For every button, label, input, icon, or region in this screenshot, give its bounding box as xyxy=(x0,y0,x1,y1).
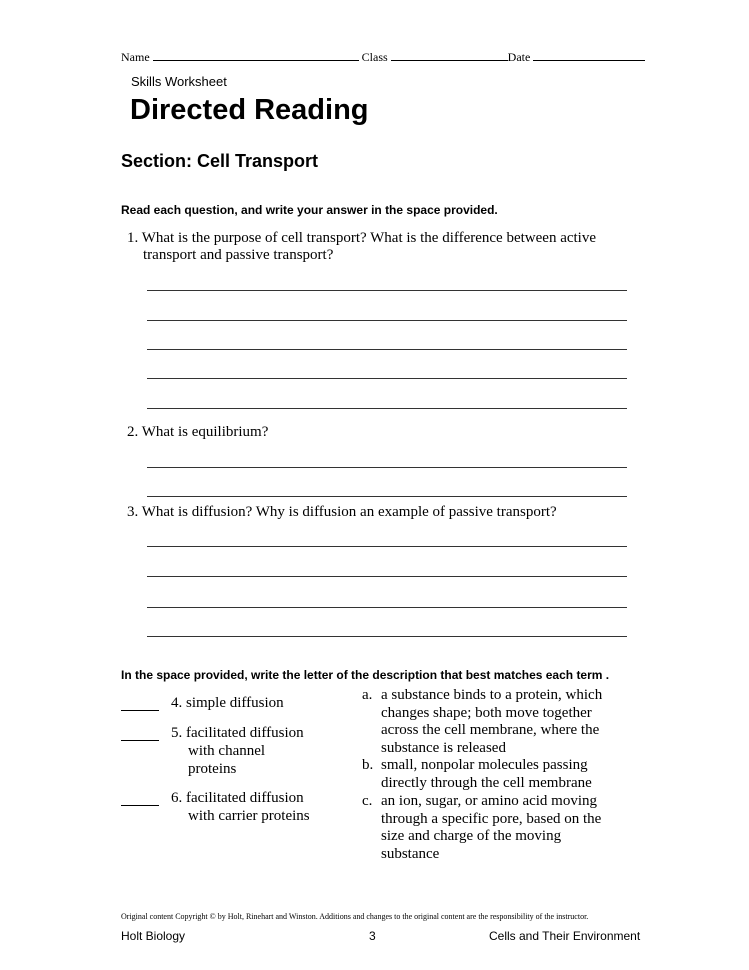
description-b: b. small, nonpolar molecules passing directly through the cell membrane xyxy=(362,757,592,791)
answer-line[interactable] xyxy=(147,349,627,350)
date-label: Date xyxy=(507,50,531,64)
answer-line[interactable] xyxy=(147,546,627,547)
term-5: 5. facilitated diffusion with channel proteins xyxy=(171,725,304,777)
instructions-questions: Read each question, and write your answer in the space provided. xyxy=(121,203,498,217)
worksheet-type: Skills Worksheet xyxy=(131,74,227,89)
answer-line[interactable] xyxy=(147,636,627,637)
question-1 xyxy=(127,230,596,264)
class-field[interactable] xyxy=(391,49,508,61)
description-c: c. an ion, sugar, or amino acid moving through a specific pore, based on the size and charge of the moving substance xyxy=(362,793,602,862)
answer-blank-6[interactable] xyxy=(121,805,159,806)
answer-line[interactable] xyxy=(147,576,627,577)
answer-line[interactable] xyxy=(147,408,627,409)
answer-blank-4[interactable] xyxy=(121,710,159,711)
instructions-matching: In the space provided, write the letter of the description that best matches each term . xyxy=(121,668,610,682)
section-title: Section: Cell Transport xyxy=(121,151,319,171)
name-field[interactable] xyxy=(153,49,359,61)
question-1-line-2: transport and passive transport? xyxy=(143,247,334,263)
term-4: 4. simple diffusion xyxy=(171,695,284,711)
term-6: 6. facilitated diffusion with carrier proteins xyxy=(171,790,310,824)
answer-line[interactable] xyxy=(147,290,627,291)
copyright-notice: Original content Copyright © by Holt, Rinehart and Winston. Additions and changes to the original content are the responsibility of the instructor. xyxy=(121,912,589,921)
question-2: 2. What is equilibrium? xyxy=(127,424,269,440)
description-a: a. a substance binds to a protein, which changes shape; both move together across the cell membrane, where the substance is released xyxy=(362,687,603,756)
date-field[interactable] xyxy=(533,49,645,61)
answer-line[interactable] xyxy=(147,320,627,321)
question-3: 3. What is diffusion? Why is diffusion an example of passive transport? xyxy=(127,504,557,520)
answer-line[interactable] xyxy=(147,496,627,497)
answer-blank-5[interactable] xyxy=(121,740,159,741)
class-label: Class xyxy=(361,50,388,64)
page-title: Directed Reading xyxy=(130,94,369,126)
answer-line[interactable] xyxy=(147,607,627,608)
footer-page-number: 3 xyxy=(369,929,376,943)
footer-chapter-title: Cells and Their Environment xyxy=(489,929,641,943)
student-info-header xyxy=(121,49,645,65)
answer-line[interactable] xyxy=(147,467,627,468)
name-label: Name xyxy=(121,50,150,64)
footer-book-title: Holt Biology xyxy=(121,929,186,943)
question-1-line-1: 1. What is the purpose of cell transport? What is the difference between active xyxy=(127,230,596,246)
answer-line[interactable] xyxy=(147,378,627,379)
